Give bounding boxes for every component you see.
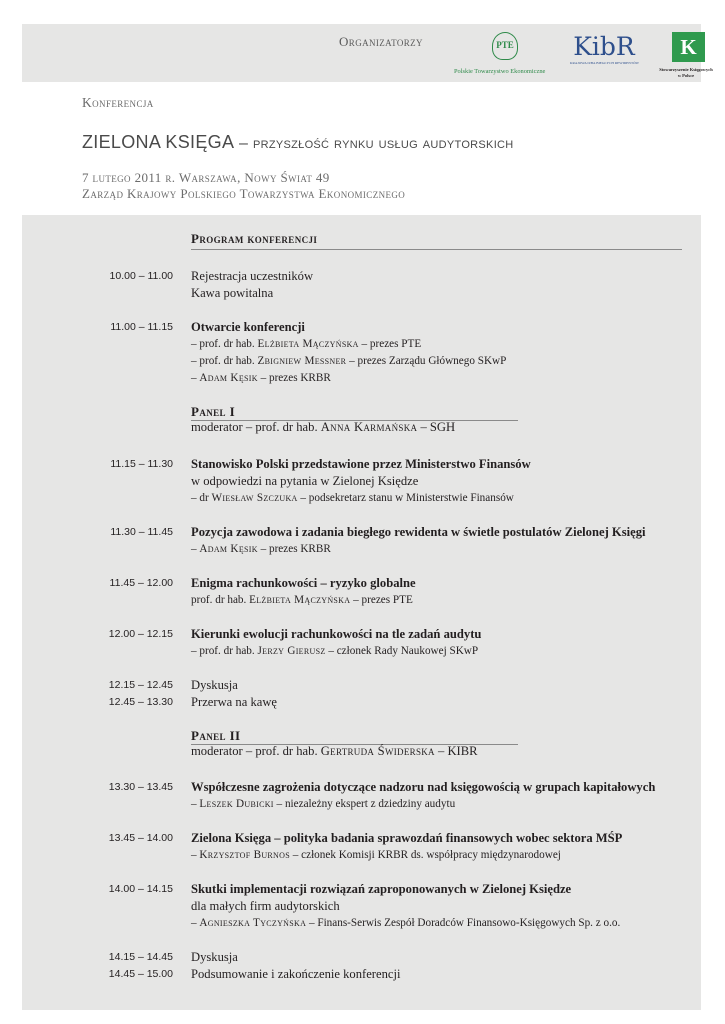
entry-line <box>191 285 696 302</box>
entry-line <box>191 966 696 983</box>
entry-title <box>191 456 696 473</box>
line-text: – prezes KRBR <box>257 372 331 384</box>
line-text: – prezes Zarządu Głównego SKwP <box>346 355 507 367</box>
line-text: – prezes PTE <box>358 338 422 350</box>
entry-lines <box>191 694 696 711</box>
line-text: Zielona Księga – polityka badania sprawozdań finansowych wobec sektora MŚP <box>191 831 623 845</box>
program-heading-divider <box>191 249 682 250</box>
line-text: – prof. dr hab. <box>191 355 258 367</box>
program-heading: Program konferencji <box>191 231 318 246</box>
line-text: – Finans-Serwis Zespół Doradców Finansowo-Księgowych Sp. z o.o. <box>306 917 621 929</box>
skwp-logo-name <box>650 67 722 79</box>
speaker-name: Wiesław Szczuka <box>211 492 298 504</box>
entry-time: 12.00 – 12.15 <box>108 628 173 640</box>
conference-label: Konferencja <box>82 95 154 110</box>
entry-time: 11.00 – 11.15 <box>110 321 173 333</box>
kibr-logo-mark: KibR <box>573 32 635 61</box>
line-text: – prof. dr hab. <box>191 338 258 350</box>
pte-logo-mark: PTE <box>492 32 518 60</box>
line-text: Przerwa na kawę <box>191 695 278 709</box>
entry-title <box>191 779 696 796</box>
entry-line <box>191 796 696 813</box>
panel-heading: Panel II <box>191 728 241 743</box>
speaker-name: Adam Kęsik <box>199 543 258 555</box>
entry-lines <box>191 949 696 966</box>
entry-title <box>191 626 696 643</box>
line-text: Skutki implementacji rozwiązań zaproponowanych w Zielonej Księdze <box>191 882 572 896</box>
speaker-name: Krzysztof Burnos <box>199 849 290 861</box>
entry-time: 11.45 – 12.00 <box>109 577 173 589</box>
line-text: – <box>191 798 200 810</box>
line-text: – członek Rady Naukowej SKwP <box>325 645 479 657</box>
line-text: – członek Komisji KRBR ds. współpracy międzynarodowej <box>289 849 561 861</box>
organizers-label: Organizatorzy <box>339 34 423 49</box>
entry-lines <box>191 319 696 387</box>
speaker-name: Elżbieta Mączyńska <box>249 594 351 606</box>
speaker-name: Zbigniew Messner <box>257 355 347 367</box>
entry-lines <box>191 966 696 983</box>
speaker-name: Adam Kęsik <box>199 372 258 384</box>
entry-lines <box>191 881 696 932</box>
kibr-logo-subtitle: KRAJOWA IZBA BIEGŁYCH REWIDENTÓW <box>570 61 639 65</box>
entry-line <box>191 592 696 609</box>
entry-line <box>191 541 696 558</box>
line-text: – <box>191 849 200 861</box>
speaker-name: Leszek Dubicki <box>199 798 274 810</box>
entry-lines <box>191 419 696 436</box>
entry-line <box>191 268 696 285</box>
skwp-name-line2: w Polsce <box>677 73 695 78</box>
line-text: – SGH <box>417 420 456 434</box>
skwp-name-line1: Stowarzyszenie Księgowych <box>659 67 713 72</box>
entry-time: 11.30 – 11.45 <box>110 526 173 538</box>
entry-time: 13.30 – 13.45 <box>108 781 173 793</box>
entry-time: 14.00 – 14.15 <box>108 883 173 895</box>
conference-date-place: 7 lutego 2011 r. Warszawa, Nowy Świat 49 <box>82 170 330 185</box>
entry-line <box>191 490 696 507</box>
entry-lines <box>191 743 696 760</box>
organizers-header <box>22 24 713 82</box>
entry-time: 14.15 – 14.45 <box>108 951 173 963</box>
line-text: – <box>191 917 200 929</box>
line-text: – niezależny ekspert z dziedziny audytu <box>273 798 456 810</box>
line-text: Kawa powitalna <box>191 286 274 300</box>
entry-line <box>191 915 696 932</box>
speaker-name: Anna Karmańska <box>320 420 418 434</box>
entry-title <box>191 881 696 898</box>
entry-line <box>191 677 696 694</box>
line-text: Dyskusja <box>191 950 238 964</box>
entry-line <box>191 898 696 915</box>
entry-line <box>191 419 696 436</box>
line-text: w odpowiedzi na pytania w Zielonej Księdze <box>191 474 419 488</box>
pte-logo <box>454 30 562 78</box>
line-text: Stanowisko Polski przedstawione przez Ministerstwo Finansów <box>191 457 531 471</box>
line-text: prof. dr hab. <box>191 594 250 606</box>
line-text: – prezes PTE <box>350 594 413 606</box>
line-text: dla małych firm audytorskich <box>191 899 340 913</box>
entry-lines <box>191 524 696 558</box>
conference-title-main: ZIELONA KSIĘGA <box>82 132 235 152</box>
entry-lines <box>191 677 696 694</box>
speaker-name: Elżbieta Mączyńska <box>257 338 359 350</box>
entry-time: 12.15 – 12.45 <box>108 679 173 691</box>
conference-organizer: Zarząd Krajowy Polskiego Towarzystwa Ekonomicznego <box>82 186 406 201</box>
line-text: Kierunki ewolucji rachunkowości na tle zadań audytu <box>191 627 482 641</box>
line-text: Współczesne zagrożenia dotyczące nadzoru nad księgowością w grupach kapitałowych <box>191 780 656 794</box>
entry-line <box>191 473 696 490</box>
entry-line <box>191 847 696 864</box>
line-text: – dr <box>191 492 212 504</box>
speaker-name: Jerzy Gierusz <box>257 645 326 657</box>
program-panel <box>22 215 701 1010</box>
entry-line <box>191 336 696 353</box>
entry-title <box>191 575 696 592</box>
entry-time: 10.00 – 11.00 <box>109 270 173 282</box>
panel-heading: Panel I <box>191 404 236 419</box>
conference-title-sub: – przyszłość rynku usług audytorskich <box>234 135 514 152</box>
line-text: – <box>191 372 200 384</box>
entry-line <box>191 643 696 660</box>
entry-title <box>191 830 696 847</box>
skwp-logo-mark: K <box>672 32 705 62</box>
entry-lines <box>191 779 696 813</box>
conference-title <box>82 132 514 153</box>
line-text: – podsekretarz stanu w Ministerstwie Finansów <box>297 492 514 504</box>
entry-line <box>191 743 696 760</box>
line-text: Pozycja zawodowa i zadania biegłego rewidenta w świetle postulatów Zielonej Księgi <box>191 525 646 539</box>
entry-title <box>191 319 696 336</box>
line-text: – <box>191 543 200 555</box>
entry-lines <box>191 268 696 302</box>
line-text: Rejestracja uczestników <box>191 269 314 283</box>
line-text: Enigma rachunkowości – ryzyko globalne <box>191 576 416 590</box>
line-text: Dyskusja <box>191 678 238 692</box>
pte-logo-name: Polskie Towarzystwo Ekonomiczne <box>454 68 546 75</box>
entry-time: 11.15 – 11.30 <box>110 458 173 470</box>
entry-title <box>191 524 696 541</box>
line-text: – KIBR <box>434 744 478 758</box>
entry-line <box>191 694 696 711</box>
skwp-logo <box>650 30 712 80</box>
entry-time: 14.45 – 15.00 <box>108 968 173 980</box>
entry-lines <box>191 575 696 609</box>
entry-line <box>191 949 696 966</box>
kibr-logo <box>570 33 638 75</box>
entry-lines <box>191 830 696 864</box>
entry-lines <box>191 456 696 507</box>
line-text: Otwarcie konferencji <box>191 320 305 334</box>
line-text: Podsumowanie i zakończenie konferencji <box>191 967 401 981</box>
speaker-name: Agnieszka Tyczyńska <box>199 917 307 929</box>
speaker-name: Gertruda Świderska <box>320 744 435 758</box>
line-text: – prof. dr hab. <box>191 645 258 657</box>
line-text: moderator – prof. dr hab. <box>191 744 321 758</box>
entry-time: 12.45 – 13.30 <box>108 696 173 708</box>
entry-line <box>191 370 696 387</box>
line-text: moderator – prof. dr hab. <box>191 420 321 434</box>
entry-line <box>191 353 696 370</box>
line-text: – prezes KRBR <box>257 543 331 555</box>
entry-lines <box>191 626 696 660</box>
entry-time: 13.45 – 14.00 <box>108 832 173 844</box>
